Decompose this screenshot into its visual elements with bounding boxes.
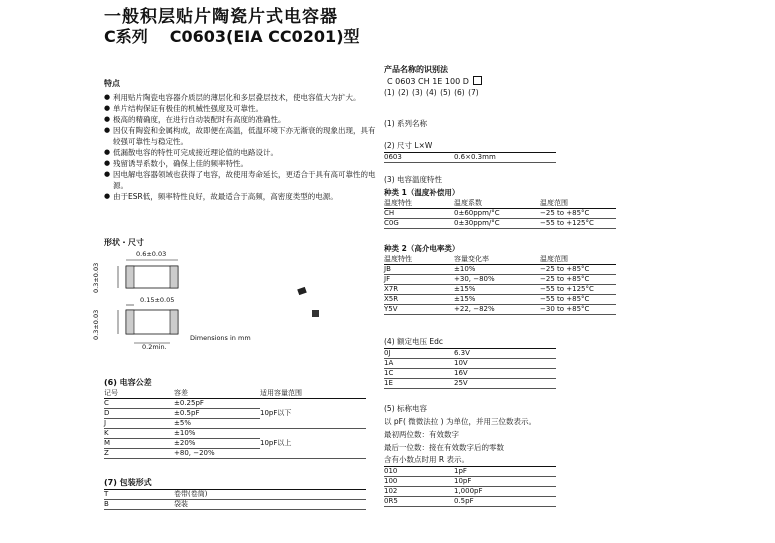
code-5: 100 xyxy=(444,77,461,86)
index: (6) xyxy=(454,88,465,97)
tolerance-table xyxy=(104,389,366,459)
temp-class2: 种类 2（高介电率类） xyxy=(384,244,460,253)
chip-photo xyxy=(296,282,326,322)
cell: Y5V xyxy=(384,305,454,315)
feature-item: ● 低漏散电容的特性可完成接近理论值的电路设计。 xyxy=(104,147,376,158)
dim-height: 0.3±0.03 xyxy=(92,262,100,293)
cell: 0±60ppm/°C xyxy=(454,209,540,219)
cell: −55 to +85°C xyxy=(540,295,616,305)
table-row xyxy=(384,209,616,219)
feature-item: ● 因仅有陶瓷和金属构成，故即便在高温，低温环境下亦无渐衰的现象出现，具有较强可靠性与稳定性。 xyxy=(104,125,376,147)
cell: ±5% xyxy=(174,419,260,429)
cell: 1A xyxy=(384,359,454,369)
units-note: Dimensions in mm xyxy=(190,334,251,342)
cell: 25V xyxy=(454,379,556,389)
table-row xyxy=(384,477,556,487)
cell: 0R5 xyxy=(384,497,454,507)
table-row xyxy=(384,467,556,477)
col-header: 温度系数 xyxy=(454,199,540,209)
capacitance-note: 含有小数点时用 R 表示。 xyxy=(384,455,469,464)
cell: 1pF xyxy=(454,467,556,477)
index: (5) xyxy=(440,88,451,97)
electrode-right xyxy=(170,266,178,288)
cell: J xyxy=(104,419,174,429)
table-row xyxy=(384,359,556,369)
cell: 0.6×0.3mm xyxy=(454,153,556,163)
cell: +30, −80% xyxy=(454,275,540,285)
cell: 0±30ppm/°C xyxy=(454,219,540,229)
feature-item: ● 由于ESR低，频率特性良好，故最适合于高频，高密度类型的电源。 xyxy=(104,191,376,202)
col-header: 温度范围 xyxy=(540,255,616,265)
chip-photo-2 xyxy=(312,310,319,317)
cell: 1C xyxy=(384,369,454,379)
cell: 6.3V xyxy=(454,349,556,359)
cell: ±20% xyxy=(174,439,260,449)
temp-heading: (3) 电容温度特性 xyxy=(384,175,443,184)
capacitance-note: 以 pF( 微微法拉 ) 为单位，并用三位数表示。 xyxy=(384,417,536,426)
index: (7) xyxy=(468,88,479,97)
table-row xyxy=(384,305,616,315)
part-number-heading: 产品名称的识别法 xyxy=(384,65,448,74)
cell: 1,000pF xyxy=(454,487,556,497)
feature-item: ● 因电解电容器领域也获得了电容，故使用寿命延长，更适合于具有高可靠性的电源。 xyxy=(104,169,376,191)
col-tolerance: 容差 xyxy=(174,389,260,399)
table-row xyxy=(384,219,616,229)
size-table xyxy=(384,152,556,163)
cell: ±15% xyxy=(454,295,540,305)
cell: 1E xyxy=(384,379,454,389)
dim-gap: 0.2min. xyxy=(142,343,167,351)
part-number-indices xyxy=(384,88,479,97)
cell: 0603 xyxy=(384,153,454,163)
dimension-drawing xyxy=(98,248,278,358)
code-3: CH xyxy=(418,77,430,86)
model-label: C0603(EIA CC0201)型 xyxy=(169,27,360,46)
cell: 0J xyxy=(384,349,454,359)
code-2: 0603 xyxy=(395,77,416,86)
index: (3) xyxy=(412,88,423,97)
electrode-right xyxy=(170,310,178,334)
cell: C xyxy=(104,399,174,409)
col-range: 适用容量范围 xyxy=(260,389,366,399)
col-header: 容量变化率 xyxy=(454,255,540,265)
cell: 袋装 xyxy=(174,500,366,510)
col-code: 记号 xyxy=(104,389,174,399)
temp-class1-table xyxy=(384,199,616,229)
cell: −30 to +85°C xyxy=(540,305,616,315)
part-number-codes xyxy=(387,76,482,86)
voltage-heading: (4) 额定电压 Edc xyxy=(384,337,444,346)
feature-item: ● 残留诱导系数小，确保上佳的频率特性。 xyxy=(104,158,376,169)
cell: −25 to +85°C xyxy=(540,209,616,219)
cell: JF xyxy=(384,275,454,285)
cell: 10pF以下 xyxy=(260,399,366,429)
cell: ±10% xyxy=(454,265,540,275)
cell: M xyxy=(104,439,174,449)
cell: T xyxy=(104,490,174,500)
table-row xyxy=(384,153,556,163)
cell: 0.5pF xyxy=(454,497,556,507)
col-header: 温度特性 xyxy=(384,199,454,209)
table-row xyxy=(384,497,556,507)
cell: 100 xyxy=(384,477,454,487)
cell: K xyxy=(104,429,174,439)
cell: ±15% xyxy=(454,285,540,295)
code-1: C xyxy=(387,77,393,86)
chip-photo-1 xyxy=(297,287,307,295)
cell: ±10% xyxy=(174,429,260,439)
capacitance-note: 最初两位数：有效数字 xyxy=(384,430,459,439)
cell: X5R xyxy=(384,295,454,305)
voltage-table xyxy=(384,348,556,389)
dim-length: 0.6±0.03 xyxy=(136,250,167,258)
series-name-heading: (1) 系列名称 xyxy=(384,119,428,128)
table-row xyxy=(384,379,556,389)
cell: 10pF xyxy=(454,477,556,487)
index: (1) xyxy=(384,88,395,97)
cell: −55 to +125°C xyxy=(540,219,616,229)
cell: +22, −82% xyxy=(454,305,540,315)
table-row xyxy=(104,399,366,409)
table-row xyxy=(384,487,556,497)
code-6: D xyxy=(462,77,469,86)
electrode-left xyxy=(126,266,134,288)
cell: ±0.25pF xyxy=(174,399,260,409)
feature-item: ● 单片结构保证有极佳的机械性强度及可靠性。 xyxy=(104,103,376,114)
features-heading: 特点 xyxy=(104,79,120,88)
size-heading: (2) 尺寸 L×W xyxy=(384,141,433,150)
table-row xyxy=(104,490,366,500)
page-subtitle xyxy=(104,24,360,47)
tolerance-heading: (6) 电容公差 xyxy=(104,378,152,387)
dim-band: 0.15±0.05 xyxy=(140,296,175,304)
cell: ±0.5pF xyxy=(174,409,260,419)
cell: X7R xyxy=(384,285,454,295)
cell: B xyxy=(104,500,174,510)
temp-class2-table xyxy=(384,255,616,315)
table-row xyxy=(384,275,616,285)
table-row xyxy=(384,285,616,295)
cell: JB xyxy=(384,265,454,275)
cell: C0G xyxy=(384,219,454,229)
page-title: 一般积层贴片陶瓷片式电容器 xyxy=(104,7,338,27)
cell: 102 xyxy=(384,487,454,497)
code-7-box xyxy=(473,76,482,85)
cell: 10pF以上 xyxy=(260,429,366,459)
table-row xyxy=(384,349,556,359)
col-header: 温度特性 xyxy=(384,255,454,265)
capacitance-table xyxy=(384,466,556,507)
cell: 010 xyxy=(384,467,454,477)
shape-heading: 形状・尺寸 xyxy=(104,238,144,247)
dim-thickness: 0.3±0.03 xyxy=(92,309,100,340)
index: (2) xyxy=(398,88,409,97)
table-row xyxy=(384,369,556,379)
index: (4) xyxy=(426,88,437,97)
cell: −55 to +125°C xyxy=(540,285,616,295)
code-4: 1E xyxy=(432,77,443,86)
electrode-left xyxy=(126,310,134,334)
table-row xyxy=(384,265,616,275)
features-section xyxy=(104,78,376,202)
cell: +80, −20% xyxy=(174,449,260,459)
table-row xyxy=(104,500,366,510)
capacitance-heading: (5) 标称电容 xyxy=(384,404,428,413)
table-row xyxy=(104,429,366,439)
feature-item: ● 利用贴片陶瓷电容器介质层的薄层化和多层叠层技术，使电容值大为扩大。 xyxy=(104,92,376,103)
cell: 卷带(卷筒) xyxy=(174,490,366,500)
table-row xyxy=(384,295,616,305)
col-header: 温度范围 xyxy=(540,199,616,209)
series-label: C系列 xyxy=(104,27,148,46)
cell: CH xyxy=(384,209,454,219)
cell: −25 to +85°C xyxy=(540,275,616,285)
cell: −25 to +85°C xyxy=(540,265,616,275)
features-list xyxy=(104,92,376,202)
packaging-table xyxy=(104,489,366,510)
cell: 16V xyxy=(454,369,556,379)
capacitance-note: 最后一位数：接在有效数字后的零数 xyxy=(384,443,504,452)
cell: D xyxy=(104,409,174,419)
packaging-heading: (7) 包装形式 xyxy=(104,478,152,487)
cell: 10V xyxy=(454,359,556,369)
feature-item: ● 极高的精确度，在进行自动装配时有高度的准确性。 xyxy=(104,114,376,125)
temp-class1: 种类 1（温度补偿用） xyxy=(384,188,460,197)
cell: Z xyxy=(104,449,174,459)
